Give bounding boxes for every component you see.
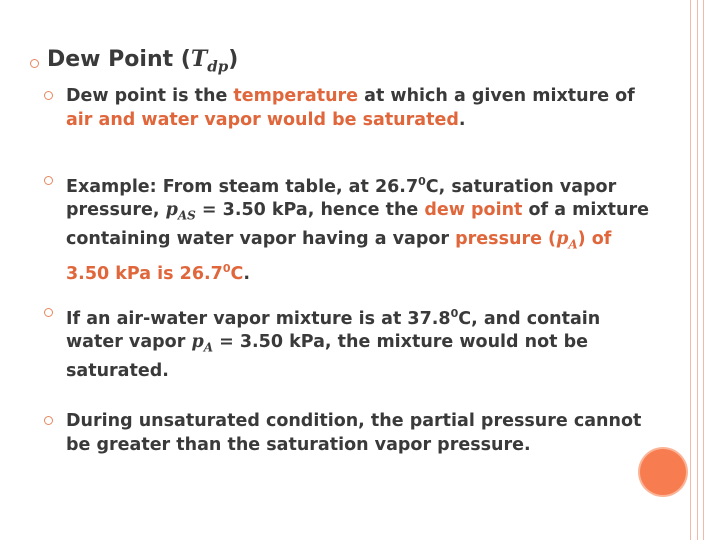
frame-line (697, 0, 698, 540)
bullet-icon (44, 91, 53, 100)
title-bullet-icon (30, 59, 39, 68)
bullet-partial-pressure: During unsaturated condition, the partial pressure cannot be greater than the saturation vapor pressure. (66, 411, 642, 455)
decorative-circle (640, 449, 686, 495)
bullet-unsaturated-mixture: If an air-water vapor mixture is at 37.8$^0$C, and contain water vapor $p_A = 3.50$ kPa, the mixture would not be saturated. (66, 307, 601, 382)
slide-title: Dew Point $(T_{dp})$ (47, 46, 239, 76)
bullet-icon (44, 416, 53, 425)
frame-line (703, 0, 704, 540)
bullet-example: Example: From steam table, at 26.7$^0$C, saturation vapor pressure, $p_{AS} = 3.50$ kPa, hence the dew point of a mixture containing water vapor having a vapor pressure $(p_A)$ of 3.50 kPa is 26.7$^0$C. (66, 175, 649, 285)
bullet-dew-point-definition: Dew point is the temperature at which a given mixture of air and water vapor would be saturated. (66, 86, 635, 130)
frame-line (690, 0, 691, 540)
bullet-icon (44, 176, 53, 185)
bullet-icon (44, 308, 53, 317)
